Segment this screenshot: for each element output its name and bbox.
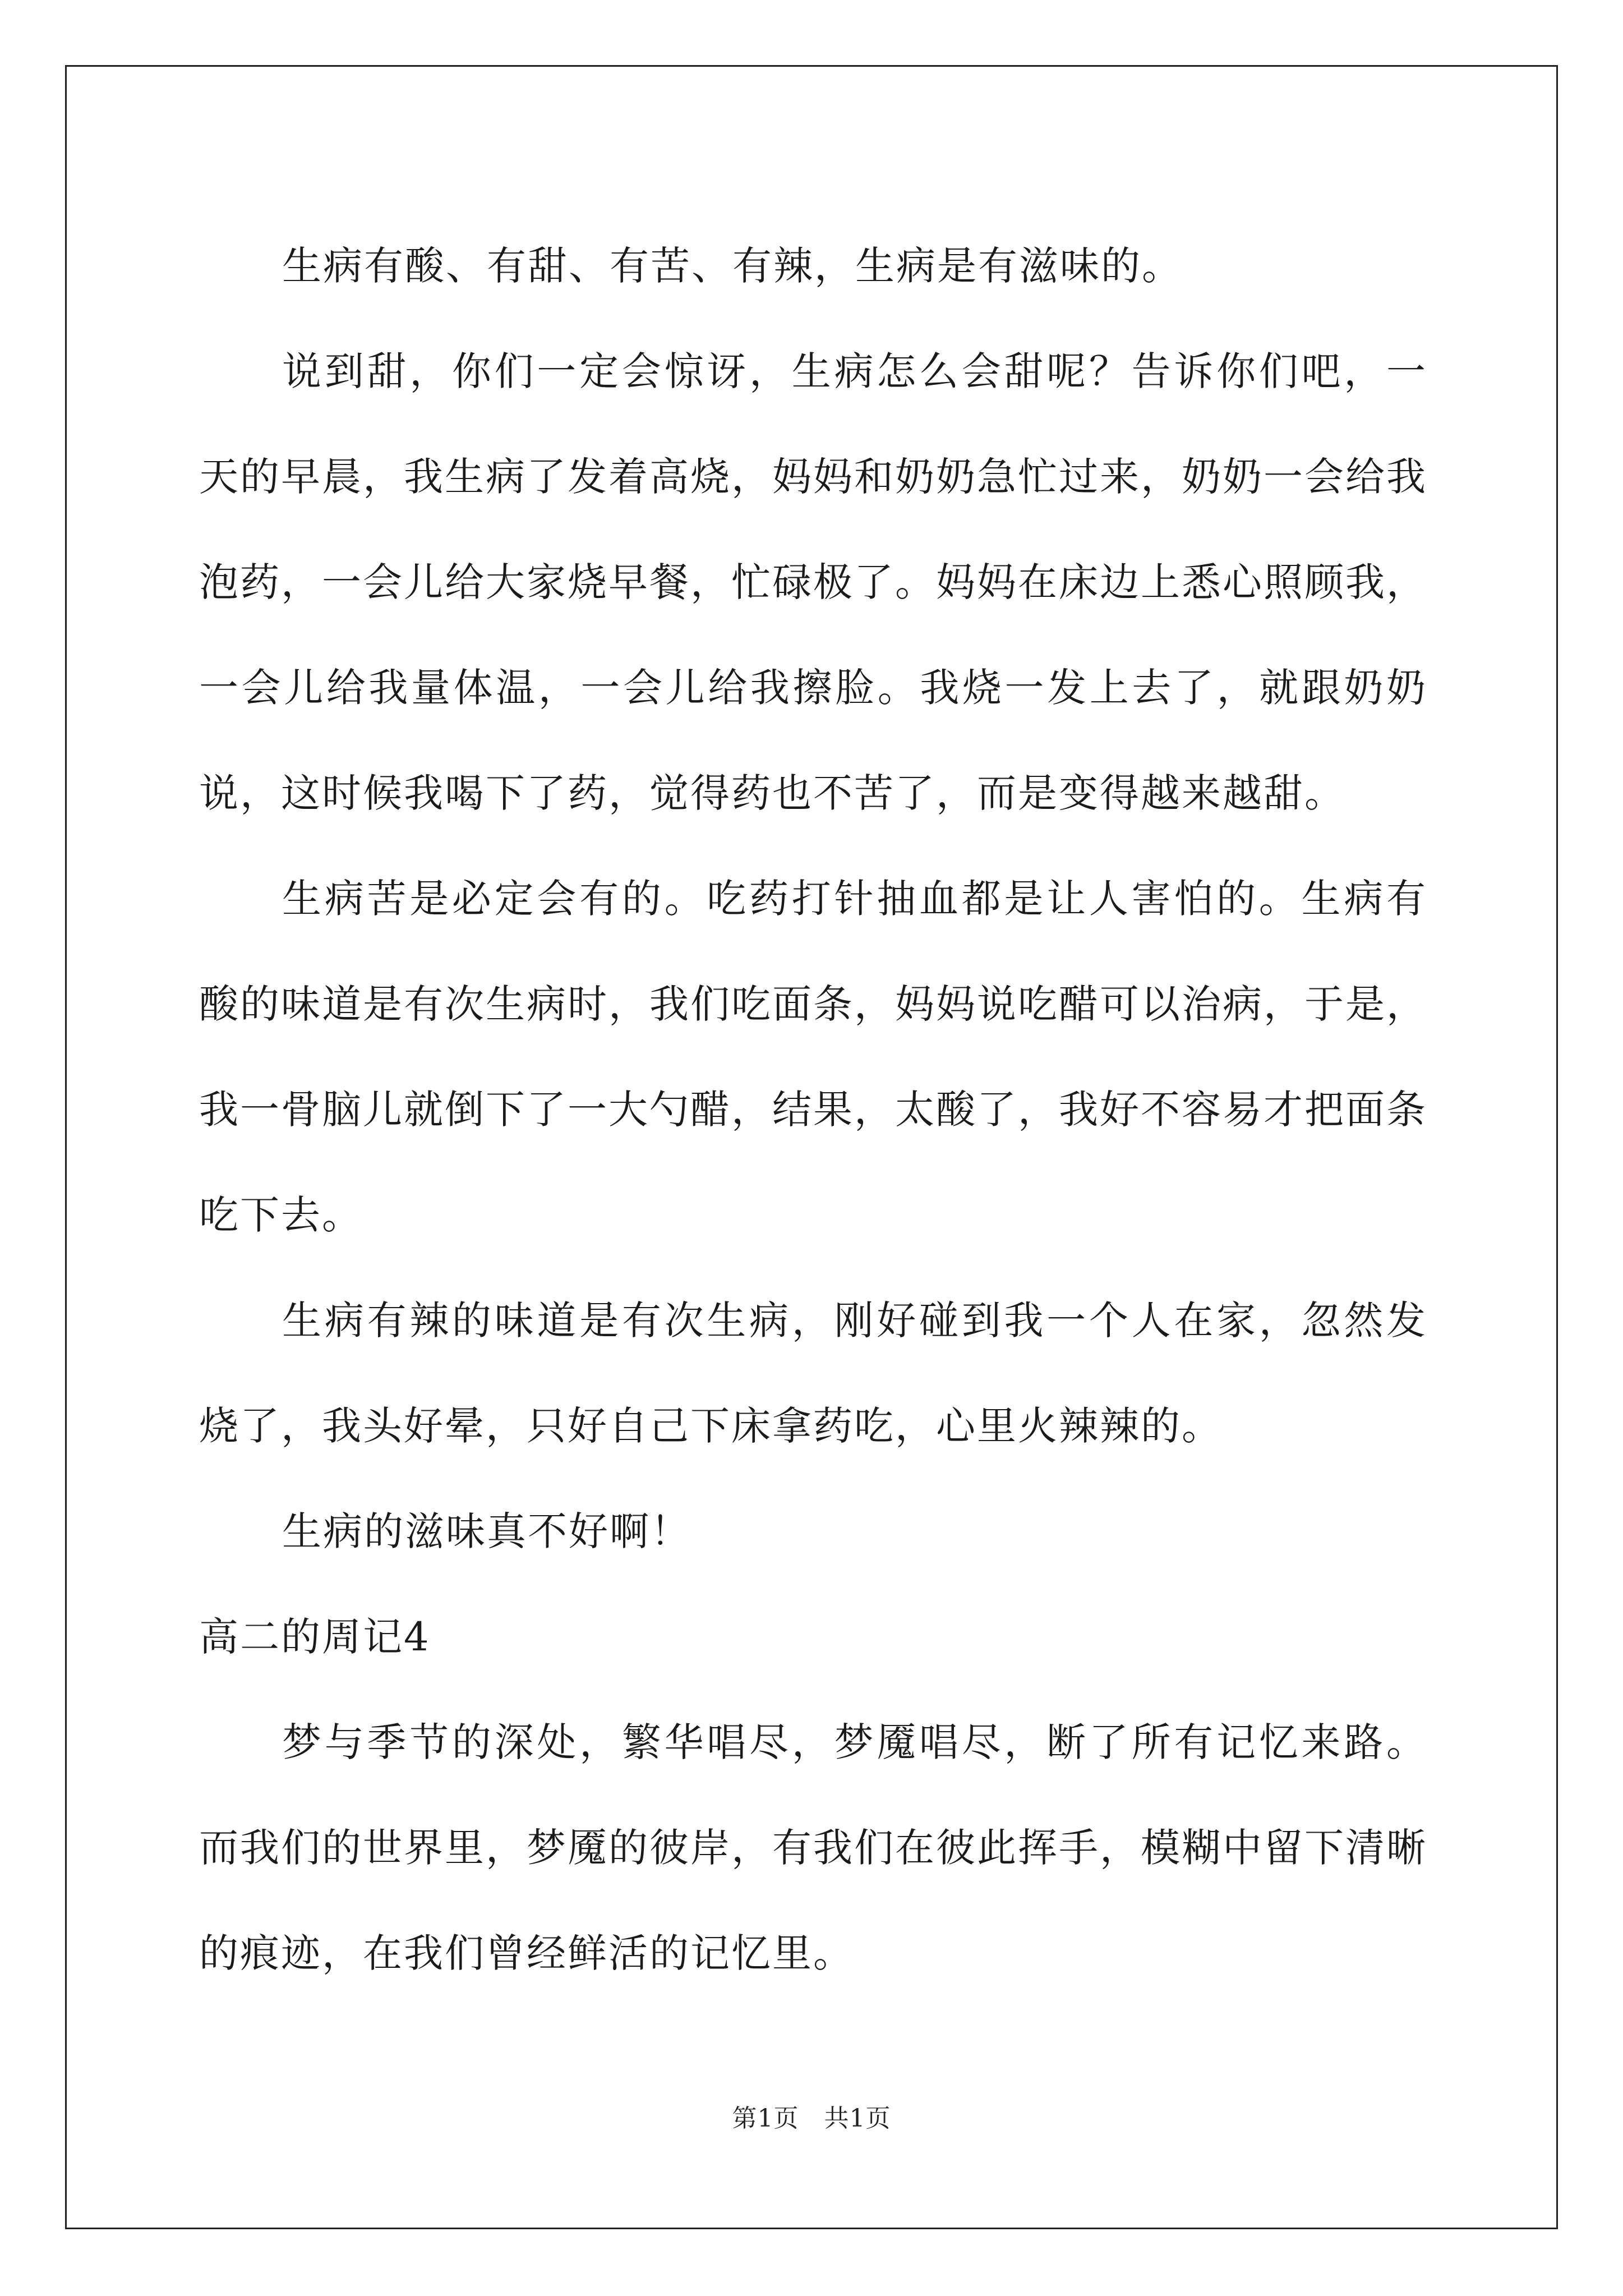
page-footer: 第1页 共1页 — [732, 2104, 891, 2133]
paragraph: 生病的滋味真不好啊！ — [282, 1508, 691, 1554]
document-body — [199, 213, 1427, 2006]
paragraph: 生病苦是必定会有的。吃药打针抽血都是让人害怕的。生病有酸的味道是有次生病时，我们吃面条，妈妈说吃醋可以治病，于是，我一骨脑儿就倒下了一大勺醋，结果，太酸了，我好不容易才把面条吃下去。 — [199, 876, 1427, 1238]
section-heading: 高二的周记4 — [199, 1614, 431, 1660]
paragraph: 说到甜，你们一定会惊讶，生病怎么会甜呢？告诉你们吧，一天的早晨，我生病了发着高烧，妈妈和奶奶急忙过来，奶奶一会给我泡药，一会儿给大家烧早餐，忙碌极了。妈妈在床边上悉心照顾我，一会儿给我量体温，一会儿给我擦脸。我烧一发上去了，就跟奶奶说，这时候我喝下了药，觉得药也不苦了，而是变得越来越甜。 — [199, 348, 1427, 816]
paragraph: 生病有辣的味道是有次生病，刚好碰到我一个人在家，忽然发烧了，我头好晕，只好自己下床拿药吃，心里火辣辣的。 — [199, 1297, 1427, 1449]
paragraph: 生病有酸、有甜、有苦、有辣，生病是有滋味的。 — [282, 243, 1183, 289]
paragraph: 梦与季节的深处，繁华唱尽，梦魇唱尽，断了所有记忆来路。而我们的世界里，梦魇的彼岸，有我们在彼此挥手，模糊中留下清晰的痕迹，在我们曾经鲜活的记忆里。 — [199, 1719, 1427, 1976]
